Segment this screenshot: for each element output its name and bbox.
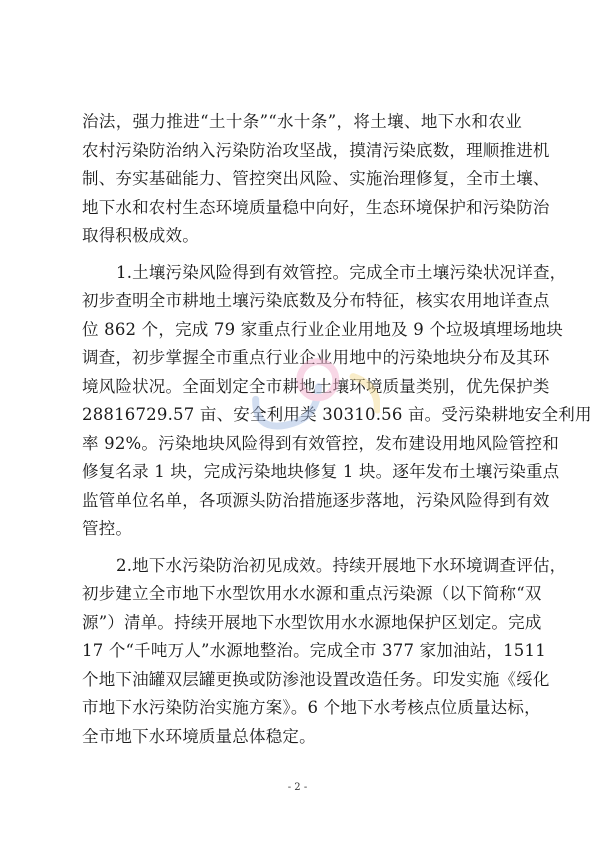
paragraph-gap	[82, 251, 522, 259]
paragraph-line: 17 个“千吨万人”水源地整治。完成全市 377 家加油站，1511	[82, 641, 546, 660]
paragraph-line: 农村污染防治纳入污染防治攻坚战，摸清污染底数，理顺推进机	[82, 140, 550, 160]
paragraph-line: 位 862 个，完成 79 家重点行业企业用地及 9 个垃圾填埋场地块	[82, 319, 563, 339]
paragraph-line: 2.地下水污染防治初见成效。持续开展地下水环境调查评估，	[116, 555, 567, 575]
paragraph-line: 率 92%。污染地块风险得到有效管控，发布建设用地风险管控和	[82, 433, 559, 453]
paragraph-line: 市地下水污染防治实施方案》。6 个地下水考核点位质量达标，	[82, 698, 541, 717]
paragraph-line: 源”）清单。持续开展地下水型饮用水水源地保护区划定。完成	[82, 612, 542, 632]
paragraph-line: 初步查明全市耕地土壤污染底数及分布特征，核实农用地详查点	[82, 291, 550, 310]
paragraph-line: 监管单位名单，各项源头防治措施逐步落地，污染风险得到有效	[82, 490, 550, 510]
paragraph-line: 管控。	[82, 519, 133, 538]
paragraph-line: 修复名录 1 块，完成污染地块修复 1 块。逐年发布土壤污染重点	[82, 462, 560, 481]
page-number: - 2 -	[287, 782, 308, 793]
paragraph-line: 境风险状况。全面划定全市耕地土壤环境质量类别，优先保护类	[82, 376, 550, 396]
paragraph-gap	[82, 544, 522, 552]
paragraph-line: 全市地下水环境质量总体稳定。	[82, 726, 316, 746]
paragraph-line: 取得积极成效。	[82, 226, 199, 245]
paragraph-line: 调查，初步掌握全市重点行业企业用地中的污染地块分布及其环	[82, 348, 550, 367]
body-text	[82, 108, 592, 751]
paragraph-line: 初步建立全市地下水型饮用水水源和重点污染源（以下简称“双	[82, 584, 542, 603]
paragraph-line: 制、夯实基础能力、管控突出风险、实施治理修复，全市土壤、	[82, 169, 550, 188]
paragraph-line: 1.土壤污染风险得到有效管控。完成全市土壤污染状况详查，	[116, 262, 567, 282]
paragraph-line: 28816729.57 亩、安全利用类 30310.56 亩。受污染耕地安全利用	[82, 405, 592, 424]
paragraph-line: 个地下油罐双层罐更换或防渗池设置改造任务。印发实施《绥化	[82, 669, 550, 689]
paragraph-line: 治法，强力推进“土十条”“水十条”，将土壤、地下水和农业	[82, 112, 522, 131]
paragraph-line: 地下水和农村生态环境质量稳中向好，生态环境保护和污染防治	[82, 197, 550, 217]
